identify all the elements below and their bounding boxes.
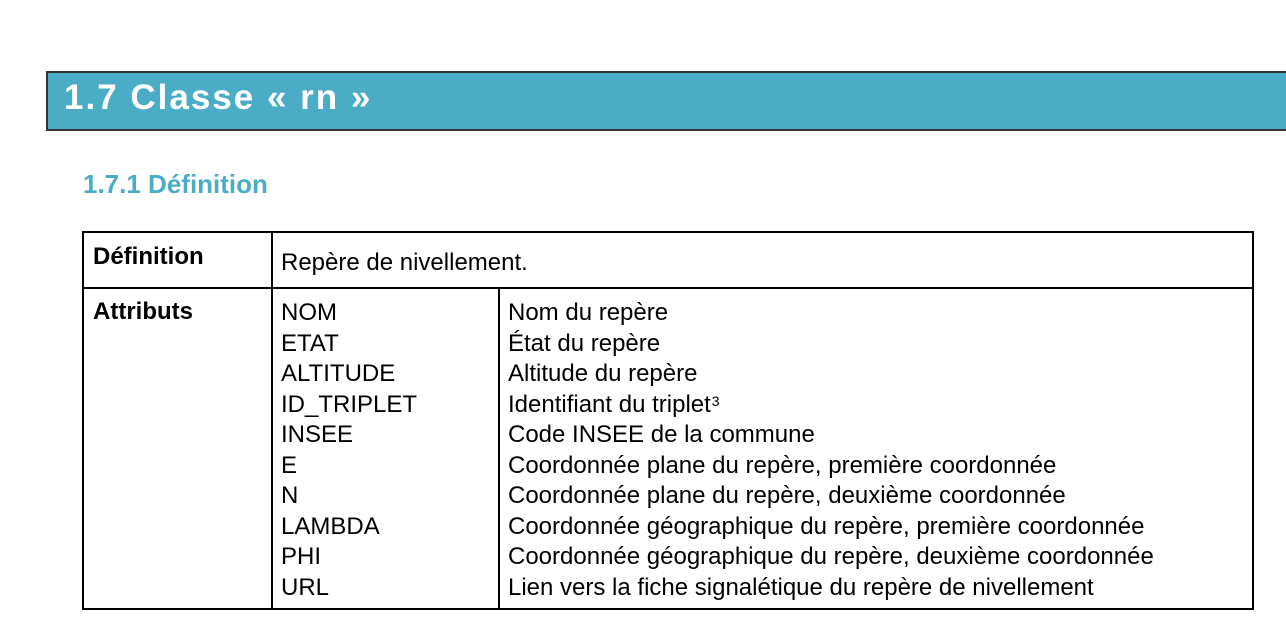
attribute-description (508, 512, 1154, 543)
attribute-description (508, 542, 1154, 573)
attribute-name: NOM (281, 299, 337, 326)
attribute-name: URL (281, 573, 330, 601)
attribute-description-text: Altitude du repère (508, 360, 698, 387)
section-title: 1.7 Classe « rn » (64, 78, 373, 117)
attribute-description-text: Coordonnée plane du repère, première coordonnée (508, 451, 1057, 479)
attribute-description-text: Nom du repère (508, 299, 669, 326)
attribute-name: N (281, 482, 299, 509)
attribute-description (508, 359, 1154, 390)
attribute-description-text: Identifiant du triplet (508, 390, 711, 418)
attribute-description (508, 329, 1154, 360)
attribute-name: ID_TRIPLET (281, 390, 418, 418)
definition-table (82, 231, 1254, 610)
attribute-description-text: Code INSEE de la commune (508, 421, 815, 448)
attribute-name-list (281, 298, 417, 603)
attribute-description (508, 573, 1154, 604)
footnote-marker[interactable]: 3 (711, 392, 720, 409)
table-row-divider (84, 287, 1252, 289)
attribute-name: E (281, 451, 298, 479)
table-column-divider (498, 287, 500, 608)
definition-value: Repère de nivellement. (281, 249, 528, 276)
attribute-description (508, 298, 1154, 329)
subsection-title: 1.7.1 Définition (83, 169, 268, 199)
section-header-bar (46, 71, 1286, 131)
attribute-name: INSEE (281, 421, 354, 448)
attribute-description (508, 451, 1154, 482)
attribute-description (508, 420, 1154, 451)
attributes-label: Attributs (93, 298, 193, 325)
attribute-description (508, 481, 1154, 512)
table-column-divider (271, 233, 273, 608)
attribute-description-text: Coordonnée géographique du repère, deuxième coordonnée (508, 543, 1154, 570)
attribute-description (508, 390, 1154, 421)
attribute-name: LAMBDA (281, 512, 380, 540)
attribute-name: ALTITUDE (281, 360, 396, 387)
attribute-description-text: Coordonnée plane du repère, deuxième coordonnée (508, 482, 1066, 509)
attribute-description-text: Coordonnée géographique du repère, première coordonnée (508, 512, 1145, 540)
attribute-description-text: Lien vers la fiche signalétique du repère de nivellement (508, 573, 1094, 601)
attribute-name: PHI (281, 543, 322, 570)
attribute-description-text: État du repère (508, 329, 661, 357)
definition-label: Définition (93, 243, 204, 270)
attribute-name: ETAT (281, 329, 339, 357)
attribute-description-list (508, 298, 1154, 603)
